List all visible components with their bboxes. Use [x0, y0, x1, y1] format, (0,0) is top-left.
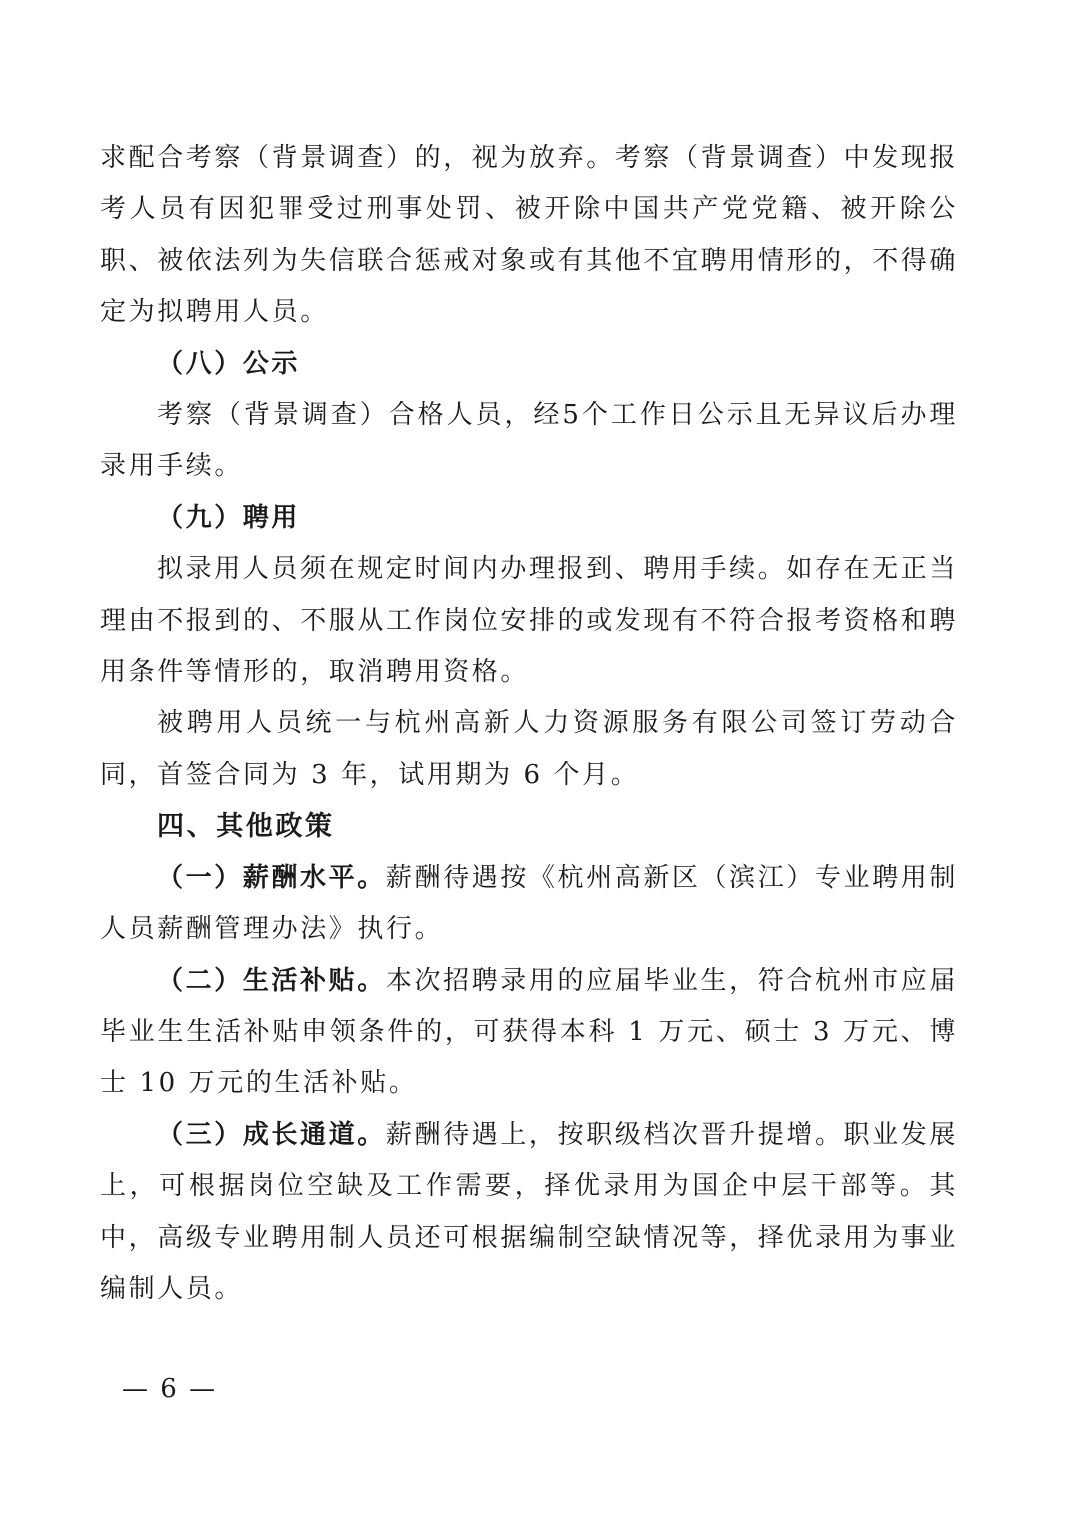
- paragraph-employment-report: 拟录用人员须在规定时间内办理报到、聘用手续。如存在无正当理由不报到的、不服从工作岗位安排的或发现有不符合报考资格和聘用条件等情形的，取消聘用资格。: [100, 554, 959, 688]
- heading-publicity: （八）公示: [157, 348, 301, 379]
- paragraph-growth: [100, 1110, 958, 1316]
- page-number: — 6 —: [122, 1374, 218, 1404]
- paragraph-subsidy: [100, 956, 958, 1110]
- label-growth: （三）成长通道。: [157, 1119, 386, 1150]
- paragraph-salary: [100, 853, 958, 956]
- label-salary: （一）薪酬水平。: [157, 862, 386, 893]
- paragraph-publicity: 考察（背景调查）合格人员，经5个工作日公示且无异议后办理录用手续。: [100, 400, 958, 482]
- heading-employment: （九）聘用: [157, 502, 301, 533]
- text-growth: 薪酬待遇上，按职级档次晋升提增。职业发展上，可根据岗位空缺及工作需要，择优录用为国企中层干部等。其中，高级专业聘用制人员还可根据编制空缺情况等，择优录用为事业编制人员。: [100, 1119, 959, 1304]
- paragraph-employment-contract: 被聘用人员统一与杭州高新人力资源服务有限公司签订劳动合同，首签合同为 3 年，试用期为 6 个月。: [100, 708, 958, 790]
- section-heading-other-policies: 四、其他政策: [157, 811, 335, 843]
- document-page: [100, 133, 958, 1315]
- paragraph-investigation: 求配合考察（背景调查）的，视为放弃。考察（背景调查）中发现报考人员有因犯罪受过刑事处罚、被开除中国共产党党籍、被开除公职、被依法列为失信联合惩戒对象或有其他不宜聘用情形的，不得确定为拟聘用人员。: [100, 143, 959, 328]
- text-salary: 薪酬待遇按《杭州高新区（滨江）专业聘用制人员薪酬管理办法》执行。: [100, 862, 958, 945]
- text-subsidy: 本次招聘录用的应届毕业生，符合杭州市应届毕业生生活补贴申领条件的，可获得本科 1 万元、硕士 3 万元、博士 10 万元的生活补贴。: [100, 965, 958, 1099]
- label-subsidy: （二）生活补贴。: [157, 965, 386, 996]
